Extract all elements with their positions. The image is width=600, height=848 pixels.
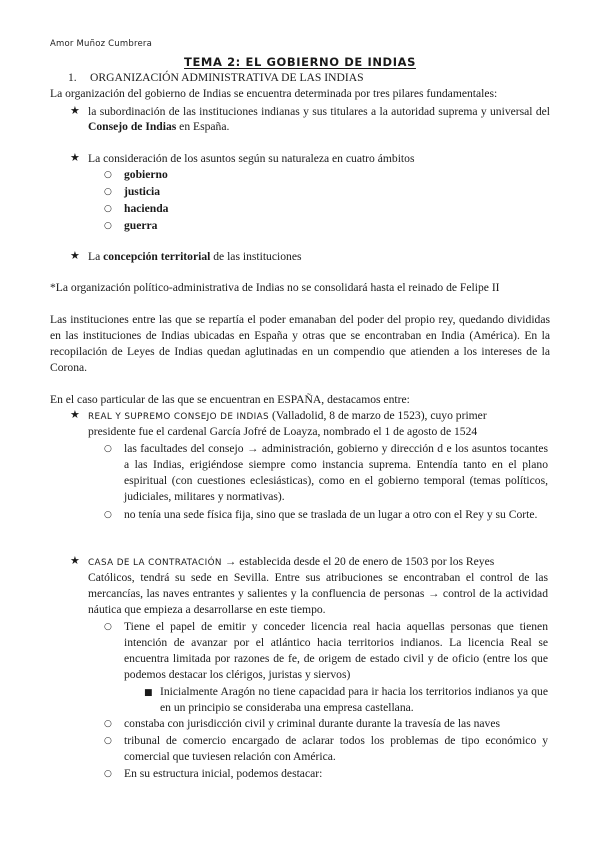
pillar-1-post: en España. <box>179 120 230 133</box>
star-bullet-icon: ★ <box>70 249 80 262</box>
star-bullet-icon: ★ <box>70 151 80 164</box>
consejo-text-2: presidente fue el cardenal García Jofré de Loayza, nombrado el 1 de agosto de 1524 <box>88 425 478 438</box>
circle-bullet-icon: ○ <box>104 170 112 180</box>
casa-sub-3: tribunal de comercio encargado de aclarar todos los problemas de tipo económico y comercial que tuviesen relación con América. <box>124 734 548 763</box>
star-bullet-icon: ★ <box>70 408 80 421</box>
pillar-1 <box>88 104 550 134</box>
paragraph-instituciones: Las instituciones entre las que se repartía el poder emanaban del poder del propio rey, quedando divididas en las instituciones de Indias ubicadas en España y otras que se encontraban en India (América). En la recopilación de Leyes de Indias quedan aglutinadas en un compendio que atienden a los intereses de la Corona. <box>50 313 550 374</box>
casa-sub-2: constaba con jurisdicción civil y criminal durante durante la travesía de las naves <box>124 717 501 730</box>
pillar-2: La consideración de los asuntos según su naturaleza en cuatro ámbitos <box>88 152 415 165</box>
author-name: Amor Muñoz Cumbrera <box>50 39 153 49</box>
area-item: gobierno <box>124 168 168 181</box>
circle-bullet-icon: ○ <box>104 444 112 454</box>
consejo-heading: REAL Y SUPREMO CONSEJO DE INDIAS <box>88 412 270 422</box>
casa-text-rest: Católicos, tendrá su sede en Sevilla. Entre sus atribuciones se encontraban el control de las mercancías, las naves entrantes y salientes y la confluencia de personas → control de la actividad náutica que empieza a desarrollarse en este tiempo. <box>88 571 548 616</box>
star-bullet-icon: ★ <box>70 104 80 117</box>
casa-sub-1: Tiene el papel de emitir y conceder licencia real hacia aquellas personas que tienen intención de avanzar por el atlántico hacia territorios indianos. La licencia Real se encuentra limitada por razones de fe, de origem de estado civil y de oficio (entre los que podemos destacar los clérigos, juristas y siervos) <box>124 620 548 681</box>
section-number: 1. <box>68 71 77 84</box>
paragraph-espana: En el caso particular de las que se encuentran en ESPAÑA, destacamos entre: <box>50 393 410 406</box>
page-title: TEMA 2: EL GOBIERNO DE INDIAS <box>184 55 416 69</box>
casa-sub-1-detail: Inicialmente Aragón no tiene capacidad para ir hacia los territorios indianos ya que en un principio se consideraba una empresa castellana. <box>160 685 548 714</box>
consejo-sub-1: las facultades del consejo → administración, gobierno y dirección d e los asuntos tocantes a las Indias, erigiéndose siempre como instancia suprema. Entendía tanto en el plano espiritual (con cuestiones eclesiásticas), como en el gobierno temporal (temas políticos, judiciales, militares y normativas). <box>124 442 548 503</box>
casa-line-1 <box>88 554 550 571</box>
pillar-1-bold: Consejo de Indias <box>88 120 177 133</box>
area-item: hacienda <box>124 202 169 215</box>
circle-bullet-icon: ○ <box>104 204 112 214</box>
consejo-sub-2: no tenía una sede física fija, sino que se traslada de un lugar a otro con el Rey y su Corte. <box>124 508 538 521</box>
square-bullet-icon: ■ <box>144 688 153 698</box>
casa-text-1: → establecida desde el 20 de enero de 1503 por los Reyes <box>224 555 495 568</box>
circle-bullet-icon: ○ <box>104 187 112 197</box>
section-heading: ORGANIZACIÓN ADMINISTRATIVA DE LAS INDIAS <box>90 71 364 84</box>
circle-bullet-icon: ○ <box>104 622 112 632</box>
pillar-3-bold: concepción territorial <box>103 250 211 263</box>
casa-heading: CASA DE LA CONTRATACIÓN <box>88 558 222 568</box>
pillar-3-pre: La <box>88 250 101 263</box>
circle-bullet-icon: ○ <box>104 719 112 729</box>
casa-sub-4: En su estructura inicial, podemos destacar: <box>124 767 323 780</box>
pillar-3 <box>88 249 301 264</box>
intro-paragraph: La organización del gobierno de Indias se encuentra determinada por tres pilares fundamentales: <box>50 87 498 100</box>
star-bullet-icon: ★ <box>70 554 80 567</box>
circle-bullet-icon: ○ <box>104 510 112 520</box>
area-item: guerra <box>124 219 158 232</box>
circle-bullet-icon: ○ <box>104 769 112 779</box>
area-item: justicia <box>124 185 161 198</box>
pillar-1-text: la subordinación de las instituciones indianas y sus titulares a la autoridad suprema y universal del <box>88 105 550 118</box>
note: *La organización político-administrativa de Indias no se consolidará hasta el reinado de Felipe II <box>50 281 500 294</box>
consejo-line-1 <box>88 408 550 425</box>
circle-bullet-icon: ○ <box>104 221 112 231</box>
consejo-text-1: (Valladolid, 8 de marzo de 1523), cuyo primer <box>271 409 487 422</box>
pillar-3-post: de las instituciones <box>213 250 302 263</box>
circle-bullet-icon: ○ <box>104 736 112 746</box>
